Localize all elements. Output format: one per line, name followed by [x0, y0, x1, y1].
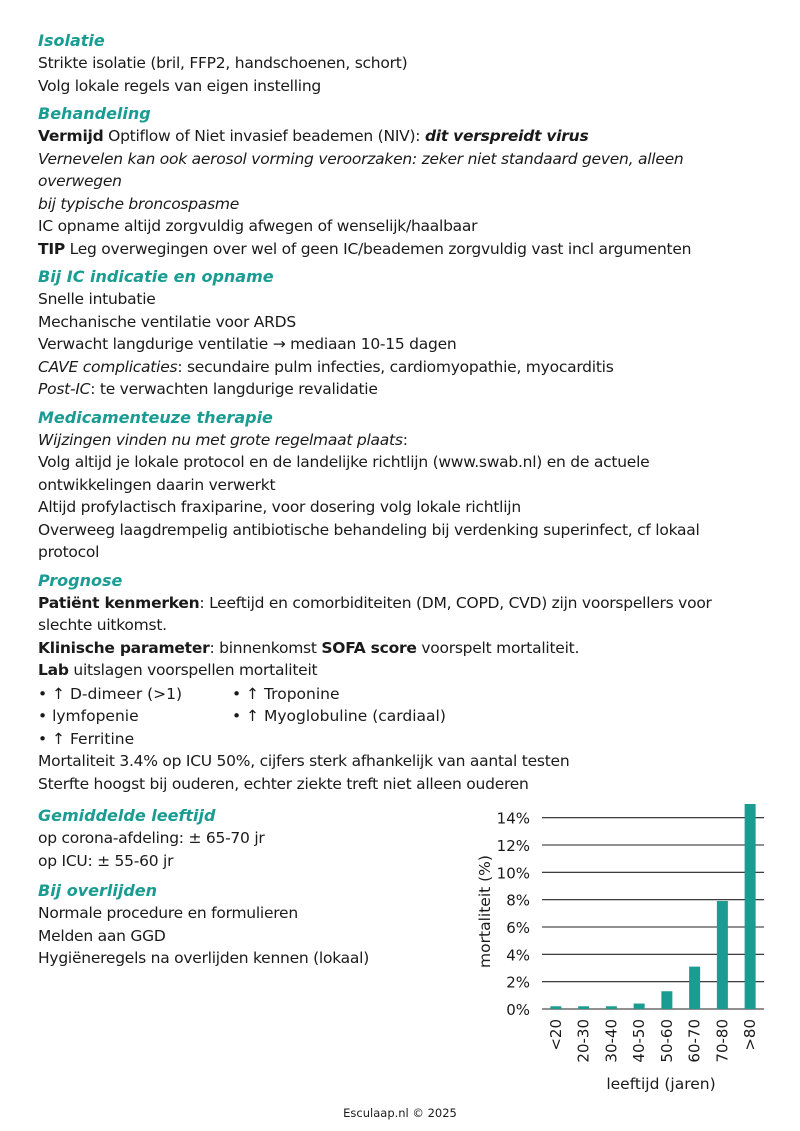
bar: [661, 991, 672, 1009]
text-line: protocol: [38, 543, 100, 561]
text-line: Verwacht langdurige ventilatie → mediaan 10-15 dagen: [38, 335, 457, 353]
text-line: Overweeg laagdrempelig antibiotische behandeling bij verdenking superinfect, cf lokaal: [38, 520, 700, 539]
bold-term: Lab: [38, 661, 69, 679]
mortality-by-age-chart: [464, 795, 774, 1100]
x-tick-label: <20: [546, 1019, 565, 1051]
bar: [606, 1006, 617, 1009]
heading-ic: Bij IC indicatie en opname: [38, 267, 274, 286]
bold-term: Patiënt kenmerken: [38, 593, 200, 612]
text-line: [38, 592, 768, 615]
text-line: op corona-afdeling: ± 65-70 jr: [38, 829, 265, 847]
text-line: [38, 659, 768, 682]
bold-term: TIP: [38, 239, 65, 258]
text-span: :: [402, 430, 408, 449]
text-line: Snelle intubatie: [38, 290, 156, 308]
bar: [717, 901, 728, 1009]
text-line: Strikte isolatie (bril, FFP2, handschoenen, schort): [38, 54, 408, 72]
bar: [745, 804, 756, 1009]
text-span: uitslagen voorspellen mortaliteit: [68, 661, 318, 679]
italic-term: Post-IC: [38, 380, 91, 398]
list-item: • ↑ Myoglobuline (cardiaal): [232, 707, 446, 725]
x-tick-label: 20-30: [574, 1019, 593, 1063]
list-item: • ↑ Ferritine: [38, 729, 135, 748]
y-tick-label: 8%: [506, 891, 530, 910]
y-tick-label: 12%: [496, 837, 530, 855]
text-line: [38, 125, 768, 148]
heading-leeftijd: Gemiddelde leeftijd: [38, 806, 216, 825]
text-line: Altijd profylactisch fraxiparine, voor dosering volg lokale richtlijn: [38, 498, 521, 516]
bar: [578, 1006, 589, 1009]
text-line: Normale procedure en formulieren: [38, 904, 298, 922]
text-line: Vernevelen kan ook aerosol vorming veroorzaken: zeker niet standaard geven, alleen overwegen: [38, 149, 684, 190]
bar: [550, 1006, 561, 1009]
italic-term: CAVE complicaties: [38, 357, 178, 376]
y-tick-label: 2%: [506, 973, 530, 992]
heading-medicatie: Medicamenteuze therapie: [38, 407, 273, 427]
text-span: Leg overwegingen over wel of geen IC/beademen zorgvuldig vast incl argumenten: [64, 239, 692, 258]
list-item: • ↑ Troponine: [232, 684, 340, 703]
document-body: [38, 30, 768, 795]
text-span: : te verwachten langdurige revalidatie: [90, 380, 378, 398]
y-tick-label: 0%: [506, 1001, 530, 1019]
text-line: Hygiëneregels na overlijden kennen (lokaal): [38, 949, 370, 967]
x-tick-label: 30-40: [602, 1019, 621, 1063]
text-line: IC opname altijd zorgvuldig afwegen of wenselijk/haalbaar: [38, 217, 478, 235]
text-line: Sterfte hoogst bij ouderen, echter ziekte treft niet alleen ouderen: [38, 774, 529, 793]
text-line: [38, 356, 768, 379]
y-tick-label: 10%: [496, 864, 530, 883]
heading-isolatie: Isolatie: [38, 31, 105, 50]
y-tick-label: 14%: [496, 809, 530, 828]
x-tick-label: 50-60: [657, 1019, 676, 1063]
list-item: • lymfopenie: [38, 707, 139, 725]
text-span: voorspelt mortaliteit.: [416, 638, 580, 657]
heading-behandeling: Behandeling: [38, 104, 151, 123]
bar: [689, 967, 700, 1009]
x-axis-label: leeftijd (jaren): [606, 1075, 716, 1093]
text-span: Optiflow of Niet invasief beademen (NIV):: [103, 127, 425, 145]
text-line: ontwikkelingen daarin verwerkt: [38, 475, 276, 494]
italic-term: Wijzingen vinden nu met grote regelmaat plaats: [38, 430, 403, 449]
bold-term: Vermijd: [38, 127, 104, 145]
text-line: [38, 238, 768, 261]
text-line: op ICU: ± 55-60 jr: [38, 851, 174, 870]
text-line: [38, 378, 768, 401]
y-tick-label: 6%: [506, 919, 530, 937]
heading-overlijden: Bij overlijden: [38, 881, 158, 900]
text-line: Volg altijd je lokale protocol en de landelijke richtlijn (www.swab.nl) en de actuele: [38, 453, 650, 471]
text-line: bij typische broncospasme: [38, 194, 240, 213]
footer-copyright: Esculaap.nl © 2025: [343, 1106, 457, 1120]
lab-bullet-list: [38, 683, 768, 751]
text-span: : secundaire pulm infecties, cardiomyopathie, myocarditis: [177, 357, 614, 376]
text-line: Melden aan GGD: [38, 926, 166, 945]
y-tick-label: 4%: [506, 946, 530, 965]
bold-term: Klinische parameter: [38, 638, 210, 657]
text-span: : Leeftijd en comorbiditeiten (DM, COPD, CVD) zijn voorspellers voor: [199, 593, 712, 612]
bar: [634, 1004, 645, 1009]
y-axis-label: mortaliteit (%): [476, 855, 494, 968]
text-line: [38, 429, 768, 452]
text-line: Volg lokale regels van eigen instelling: [38, 76, 322, 95]
x-tick-label: >80: [741, 1019, 760, 1051]
bold-term: SOFA score: [321, 638, 417, 657]
x-tick-label: 40-50: [630, 1019, 649, 1063]
bottom-left-column: [38, 805, 458, 970]
bold-italic-term: dit verspreidt virus: [424, 127, 589, 145]
text-line: [38, 637, 768, 660]
text-line: Mechanische ventilatie voor ARDS: [38, 312, 296, 331]
list-item: • ↑ D-dimeer (>1): [38, 684, 183, 703]
text-span: : binnenkomst: [209, 638, 322, 657]
heading-prognose: Prognose: [38, 570, 123, 590]
text-line: slechte uitkomst.: [38, 616, 167, 634]
text-line: Mortaliteit 3.4% op ICU 50%, cijfers sterk afhankelijk van aantal testen: [38, 752, 570, 770]
x-tick-label: 60-70: [685, 1019, 704, 1063]
x-tick-label: 70-80: [713, 1019, 732, 1063]
